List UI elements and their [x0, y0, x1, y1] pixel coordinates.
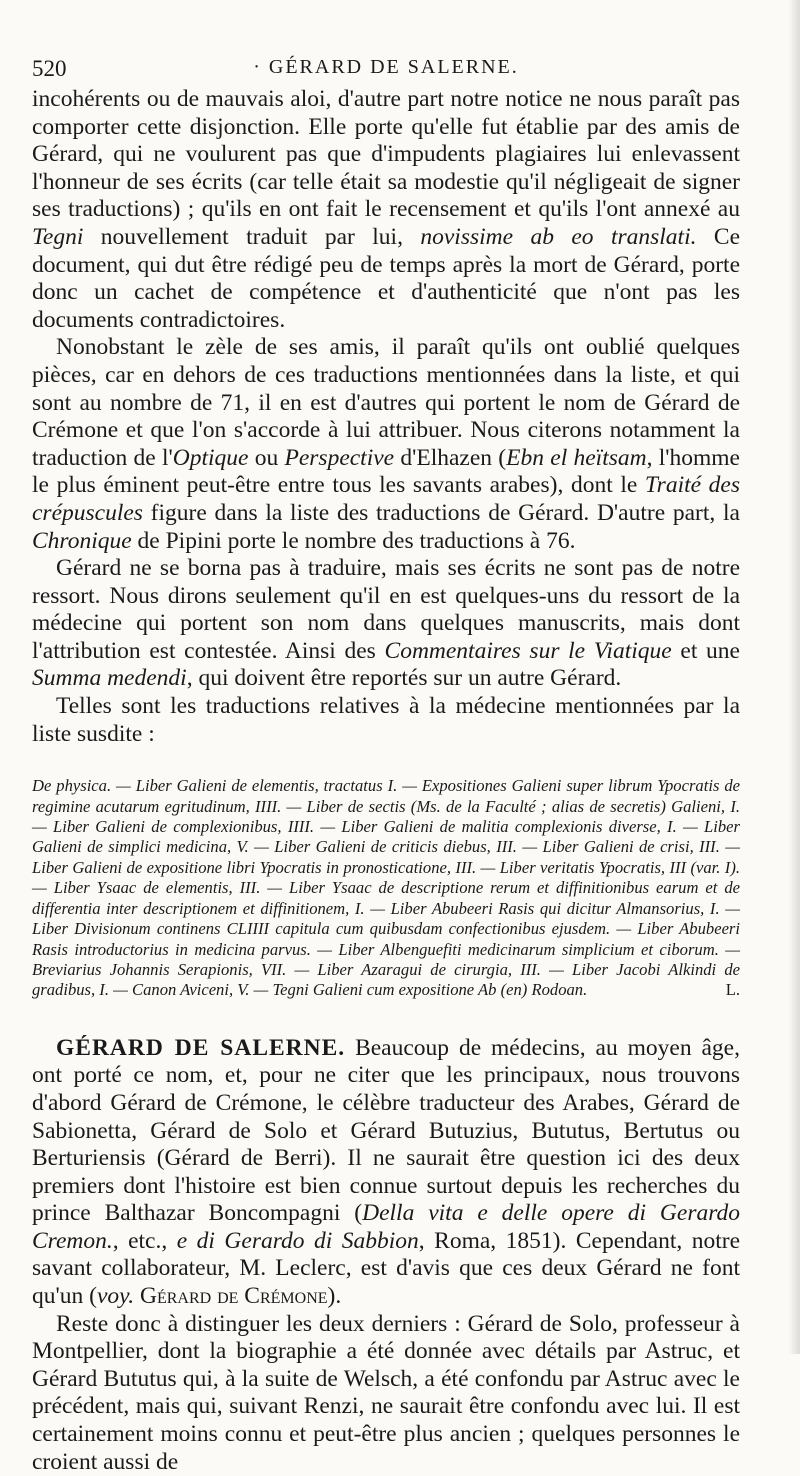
- text-run: nouvellement traduit par lui,: [83, 223, 421, 250]
- italic-title: Chronique: [32, 527, 132, 554]
- paragraph-4: Telles sont les traductions relatives à la médecine mentionnées par la liste susdite :: [32, 693, 740, 747]
- italic-title: e di Gerardo di Sabbion: [176, 1227, 419, 1254]
- section-gap: [32, 1001, 740, 1035]
- text-run: et une: [671, 637, 740, 664]
- latin-quote: novissime ab eo translati.: [420, 223, 697, 250]
- page-edge-shadow: [788, 0, 800, 1354]
- italic-title: Summa medendi: [32, 665, 187, 692]
- text-run: incohérents ou de mauvais aloi, d'autre part notre notice ne nous paraît pas comporter cette disjonction. Elle porte qu'elle fut établie par des amis de Gérard, qui ne voulurent pas que d'impudents plagiaires lui enlevassent l'honneur de ses écrits (car telle était sa modestie qu'il négligeait de signer ses traductions) ; qu'ils en ont fait le recensement et qu'ils l'ont annexé au: [32, 86, 740, 223]
- text-run: figure dans la liste des traductions de Gérard. D'autre part, la: [142, 499, 740, 526]
- text-run: de Pipini porte le nombre des traductions à 76.: [131, 527, 576, 554]
- text-run: d'Elhazen (: [394, 444, 507, 471]
- page-header: [32, 52, 740, 86]
- page-number: 520: [32, 56, 67, 81]
- paragraph-1: [32, 86, 740, 334]
- paragraph-2: [32, 334, 740, 555]
- text-run: Ce document, qui dut être rédigé peu de temps après la mort de Gérard, porte donc un cachet de compétence et d'authenticité que n'ont pas les documents contradictoires.: [32, 223, 740, 333]
- page: [32, 52, 740, 1476]
- italic-ref: voy.: [96, 1283, 135, 1310]
- text-run: ou: [248, 444, 285, 471]
- text-run: Beaucoup de médecins, au moyen âge, ont porté ce nom, et, pour ne citer que les principaux, nous trouvons d'abord Gérard de Crémone, le célèbre traducteur des Arabes, Gérard de Sabionetta, Gérard de Solo et Gérard Butuzius, Bututus, Bertutus ou Berturiensis (Gérard de Berri). Il ne saurait être question ici des deux premiers dont l'histoire est bien connue surtout depuis les recherches du prince Balthazar Boncompagni (: [32, 1034, 740, 1227]
- running-head: · GÉRARD DE SALERNE.: [253, 56, 519, 78]
- text-run: , qui doivent être reportés sur un autre Gérard.: [186, 665, 622, 692]
- italic-title: Traité des crépuscules: [32, 472, 740, 526]
- text-run: Gérard ne se borna pas à traduire, mais ses écrits ne sont pas de notre ressort. Nous dirons seulement qu'il en est quelques-uns du ressort de la médecine qui portent son nom dans quelques manuscrits, mais dont l'attribution est contestée. Ainsi des: [32, 555, 740, 664]
- paragraph-5: [32, 1035, 740, 1311]
- author-signature: L.: [725, 980, 740, 1000]
- text-run: Nonobstant le zèle de ses amis, il paraît qu'ils ont oublié quelques pièces, car en dehors de ces traductions mentionnées dans la liste, et qui sont au nombre de 71, il en est d'autres qui portent le nom de Gérard de Crémone et que l'on s'accorde à lui attribuer. Nous citerons notamment la traduction de l': [32, 334, 740, 471]
- text-run: , etc.,: [112, 1227, 177, 1254]
- italic-name: Ebn el heïtsam: [506, 444, 647, 471]
- paragraph-3: [32, 555, 740, 693]
- text-run: ).: [327, 1283, 342, 1310]
- italic-title: Tegni: [32, 223, 84, 250]
- italic-title: Optique: [172, 444, 249, 471]
- text-run: , Roma, 1851). Cependant, notre savant collaborateur, M. Leclerc, est d'avis que ces deux Gérard ne font qu'un (: [32, 1227, 740, 1310]
- article-title: GÉRARD DE SALERNE.: [56, 1034, 346, 1061]
- paragraph-6: Reste donc à distinguer les deux derniers : Gérard de Solo, professeur à Montpellier, dont la biographie a été donnée avec détails par Astruc, et Gérard Bututus qui, à la suite de Welsch, a été confondu par Astruc avec le précédent, mais qui, suivant Renzi, ne saurait être confondu avec lui. Il est certainement moins connu et peut-être plus ancien ; quelques personnes le croient aussi de: [32, 1310, 740, 1475]
- italic-title: Della vita e delle opere di Gerardo Cremon.: [32, 1200, 741, 1254]
- bibliography-text: De physica. — Liber Galieni de elementis, tractatus I. — Expositiones Galieni super librum Ypocratis de regimine acutarum egritudinum, IIII. — Liber de sectis (Ms. de la Faculté ; alias de secretis) Galieni, I. — Liber Galieni de complexionibus, IIII. — Liber Galieni de malitia complexionis diverse, I. — Liber Galieni de simplici medicina, V. — Liber Galieni de criticis diebus, III. — Liber Galieni de crisi, III. — Liber Galieni de expositione libri Ypocratis in pronosticatione, III. — Liber veritatis Ypocratis, III (var. I). — Liber Ysaac de elementis, III. — Liber Ysaac de descriptione rerum et diffinitionibus earum et de differentia inter descriptionem et diffinitionem, I. — Liber Abubeeri Rasis qui dicitur Almansorius, I. — Liber Divisionum continens CLIIII capitula cum quibusdam confectionibus ejusdem. — Liber Abubeeri Rasis introductorius in medicina parvus. — Liber Albenguefiti medicinarum simplicium et ciborum. — Breviarius Johannis Serapionis, VII. — Liber Azaragui de cirurgia, III. — Liber Jacobi Alkindi de gradibus, I. — Canon Aviceni, V. — Tegni Galieni cum expositione Ab (en) Rodoan.: [32, 776, 740, 1000]
- italic-title: Perspective: [284, 444, 395, 471]
- cross-reference: Gérard de Crémone: [140, 1283, 328, 1310]
- italic-title: Commentaires sur le Viatique: [384, 637, 672, 664]
- text-run: , l'homme le plus éminent peut-être entre tous les savants arabes), dont le: [32, 444, 740, 499]
- bibliography-list: [32, 776, 740, 1000]
